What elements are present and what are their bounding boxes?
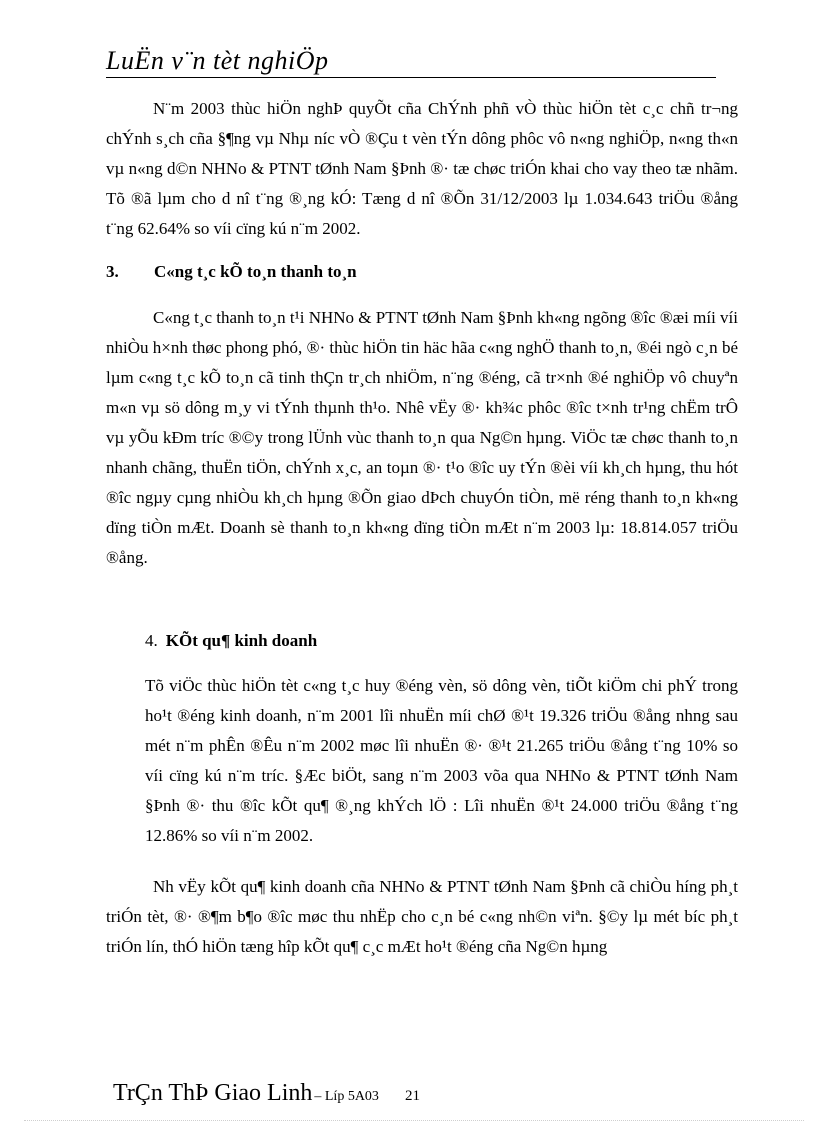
paragraph-4: Nh vËy kÕt qu¶ kinh doanh cña NHNo & PTNT tØnh Nam §Þnh cã chiÒu híng ph¸t triÓn tèt, ®· ®¶m b¶o ®îc møc thu nhËp cho c¸n bé c«ng nh©n viªn. §©y lµ mét bíc ph¸t triÓn lín, thÓ hiÖn tæng hîp kÕt qu¶ c¸c mÆt ho¹t ®éng cña Ng©n hµng [106,877,738,956]
page-number: 21 [404,1088,420,1104]
header-title: LuËn v¨n tèt nghiÖp [106,46,329,75]
footer-author: TrÇn ThÞ Giao Linh [113,1080,313,1106]
section-3-heading [106,262,357,282]
section-3-number: 3. [106,262,119,281]
section-4-heading [145,631,317,651]
section-4-number: 4. [145,631,158,650]
footer-class: – Líp 5A03 [314,1089,379,1104]
section-3-title: C«ng t¸c kÕ to¸n thanh to¸n [154,262,357,281]
paragraph-1: N¨m 2003 thùc hiÖn nghÞ quyÕt cña ChÝnh phñ vÒ thùc hiÖn tèt c¸c chñ tr¬ng chÝnh s¸ch cña §¶ng vµ Nhµ níc vÒ ®Çu t vèn tÝn dông phôc vô n«ng nghiÖp, n«ng th«n vµ n«ng d©n NHNo & PTNT tØnh Nam §Þnh ®· tæ chøc triÓn khai cho vay theo tæ nhãm. Tõ ®ã lµm cho d nî t¨ng ®¸ng kÓ: Tæng d nî ®Õn 31/12/2003 lµ 1.034.643 triÖu ®ång t¨ng 62.64% so víi cïng kú n¨m 2002. [106,99,738,238]
header-rule [106,77,716,78]
page-bottom-edge [24,1120,804,1121]
section-4-title: KÕt qu¶ kinh doanh [165,631,318,650]
paragraph-2: C«ng t¸c thanh to¸n t¹i NHNo & PTNT tØnh Nam §Þnh kh«ng ngõng ®îc ®æi míi víi nhiÒu h×nh thøc phong phó, ®· thùc hiÖn tin häc hãa c«ng nghÖ thanh to¸n, ®éi ngò c¸n bé lµm c«ng t¸c kÕ to¸n cã tinh thÇn tr¸ch nhiÖm, n¨ng ®éng, cã tr×nh ®é nghiÖp vô chuyªn m«n vµ sö dông m¸y vi tÝnh thµnh th¹o. Nhê vËy ®· kh¾c phôc ®îc t×nh tr¹ng chËm trÔ vµ yÕu kÐm tríc ®©y trong lÜnh vùc thanh to¸n qua Ng©n hµng. ViÖc tæ chøc thanh to¸n nhanh chãng, thuËn tiÖn, chÝnh x¸c, an toµn ®· t¹o ®îc uy tÝn ®èi víi kh¸ch hµng, thu hót ®îc ngµy cµng nhiÒu kh¸ch hµng ®Õn giao dÞch chuyÓn tiÒn, më réng thanh to¸n kh«ng dïng tiÒn mÆt. Doanh sè thanh to¸n kh«ng dïng tiÒn mÆt n¨m 2003 lµ: 18.814.057 triÖu ®ång. [106,308,738,567]
paragraph-3: Tõ viÖc thùc hiÖn tèt c«ng t¸c huy ®éng vèn, sö dông vèn, tiÕt kiÖm chi phÝ trong ho¹t ®éng kinh doanh, n¨m 2001 lîi nhuËn míi chØ ®¹t 19.326 triÖu ®ång nhng sau mét n¨m phÊn ®Êu n¨m 2002 møc lîi nhuËn ®· ®¹t 21.265 triÖu ®ång t¨ng 10% so víi cïng kú n¨m tríc. §Æc biÖt, sang n¨m 2003 võa qua NHNo & PTNT tØnh Nam §Þnh ®· thu ®îc kÕt qu¶ ®¸ng khÝch lÖ : Lîi nhuËn ®¹t 24.000 triÖu ®ång t¨ng 12.86% so víi n¨m 2002. [145,676,738,845]
page-footer [113,1080,420,1107]
